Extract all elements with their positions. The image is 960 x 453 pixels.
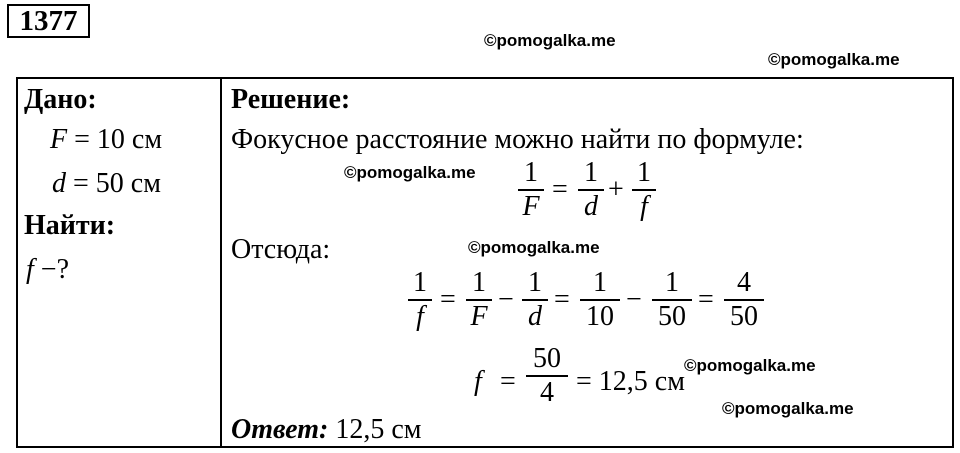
fraction: 4 50	[724, 268, 764, 332]
result-value: = 12,5 см	[576, 366, 685, 397]
given-value: = 10 см	[67, 124, 163, 155]
equals-sign: =	[552, 174, 568, 205]
equals-sign: =	[698, 284, 714, 315]
watermark: ©pomogalka.me	[484, 31, 616, 50]
table-border-top	[16, 77, 954, 79]
fraction: 1 d	[522, 268, 548, 332]
watermark: ©pomogalka.me	[768, 50, 900, 69]
table-divider	[220, 77, 222, 448]
given-heading: Дано:	[24, 84, 97, 115]
given-value: = 50 см	[66, 168, 161, 199]
table-border-left	[16, 77, 18, 448]
answer-label: Ответ:	[231, 414, 329, 445]
solution-heading: Решение:	[231, 84, 351, 115]
watermark: ©pomogalka.me	[344, 163, 476, 182]
fraction: 1 F	[466, 268, 492, 332]
find-variable: f	[26, 254, 34, 285]
fraction: 1 F	[518, 158, 544, 222]
table-border-bottom	[16, 446, 954, 448]
plus-sign: +	[608, 174, 624, 205]
table-border-right	[952, 77, 954, 448]
given-line	[50, 124, 162, 156]
minus-sign: −	[498, 284, 514, 315]
given-variable: d	[52, 168, 66, 199]
fraction: 50 4	[526, 344, 568, 408]
find-heading: Найти:	[24, 210, 116, 241]
equals-sign: =	[440, 284, 456, 315]
equals-sign: =	[500, 366, 516, 397]
answer-line	[231, 414, 422, 446]
result-variable: f	[474, 366, 482, 397]
watermark: ©pomogalka.me	[468, 238, 600, 257]
fraction: 1 f	[632, 158, 656, 222]
fraction: 1 f	[408, 268, 432, 332]
find-line	[26, 254, 69, 286]
answer-value: 12,5 см	[328, 414, 422, 445]
find-query: −?	[33, 254, 69, 285]
watermark: ©pomogalka.me	[722, 399, 854, 418]
fraction: 1 50	[652, 268, 692, 332]
fraction: 1 10	[580, 268, 620, 332]
equals-sign: =	[554, 284, 570, 315]
fraction: 1 d	[578, 158, 604, 222]
watermark: ©pomogalka.me	[684, 356, 816, 375]
hence-label: Отсюда:	[231, 234, 331, 265]
solution-intro: Фокусное расстояние можно найти по формуле:	[231, 124, 804, 155]
given-variable: F	[50, 124, 68, 155]
minus-sign: −	[626, 284, 642, 315]
given-line	[52, 168, 161, 200]
problem-number: 1377	[7, 4, 90, 38]
